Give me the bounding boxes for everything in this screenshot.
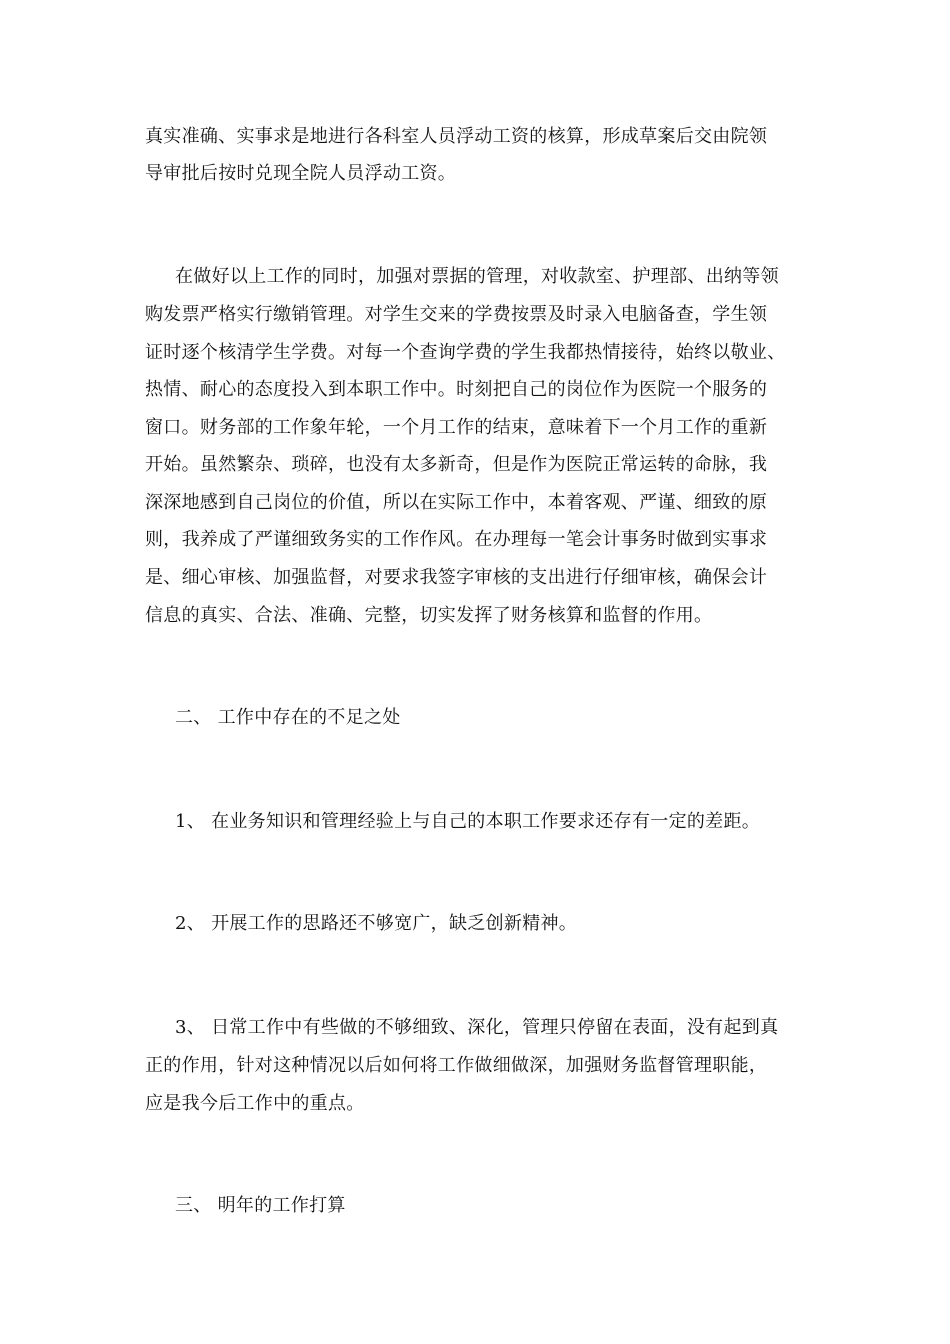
paragraph-line: 导审批后按时兑现全院人员浮动工资。 <box>145 163 457 184</box>
paragraph-line: 开始。虽然繁杂、琐碎，也没有太多新奇，但是作为医院正常运转的命脉，我 <box>145 454 768 475</box>
list-item: 2、 开展工作的思路还不够宽广，缺乏创新精神。 <box>175 913 578 934</box>
paragraph-line: 则，我养成了严谨细致务实的工作作风。在办理每一笔会计事务时做到实事求 <box>145 529 768 550</box>
paragraph-line: 正的作用，针对这种情况以后如何将工作做细做深，加强财务监督管理职能， <box>145 1055 768 1076</box>
paragraph-line: 深深地感到自己岗位的价值，所以在实际工作中，本着客观、严谨、细致的原 <box>145 492 768 513</box>
paragraph-line: 购发票严格实行缴销管理。对学生交来的学费按票及时录入电脑备查，学生领 <box>145 304 768 325</box>
section-heading: 三、 明年的工作打算 <box>175 1195 346 1216</box>
paragraph-line: 真实准确、实事求是地进行各科室人员浮动工资的核算，形成草案后交由院领 <box>145 126 768 147</box>
paragraph-line: 窗口。财务部的工作象年轮，一个月工作的结束，意味着下一个月工作的重新 <box>145 417 768 438</box>
paragraph-line: 在做好以上工作的同时，加强对票据的管理，对收款室、护理部、出纳等领 <box>175 266 779 287</box>
paragraph-line: 是、细心审核、加强监督，对要求我签字审核的支出进行仔细审核，确保会计 <box>145 567 768 588</box>
list-item: 1、 在业务知识和管理经验上与自己的本职工作要求还存有一定的差距。 <box>175 811 761 832</box>
paragraph-line: 热情、耐心的态度投入到本职工作中。时刻把自己的岗位作为医院一个服务的 <box>145 379 768 400</box>
paragraph-line: 证时逐个核清学生学费。对每一个查询学费的学生我都热情接待，始终以敬业、 <box>145 342 786 363</box>
list-item: 3、 日常工作中有些做的不够细致、深化，管理只停留在表面，没有起到真 <box>175 1017 779 1038</box>
section-heading: 二、 工作中存在的不足之处 <box>175 707 401 728</box>
paragraph-line: 信息的真实、合法、准确、完整，切实发挥了财务核算和监督的作用。 <box>145 605 713 626</box>
paragraph-line: 应是我今后工作中的重点。 <box>145 1093 365 1114</box>
